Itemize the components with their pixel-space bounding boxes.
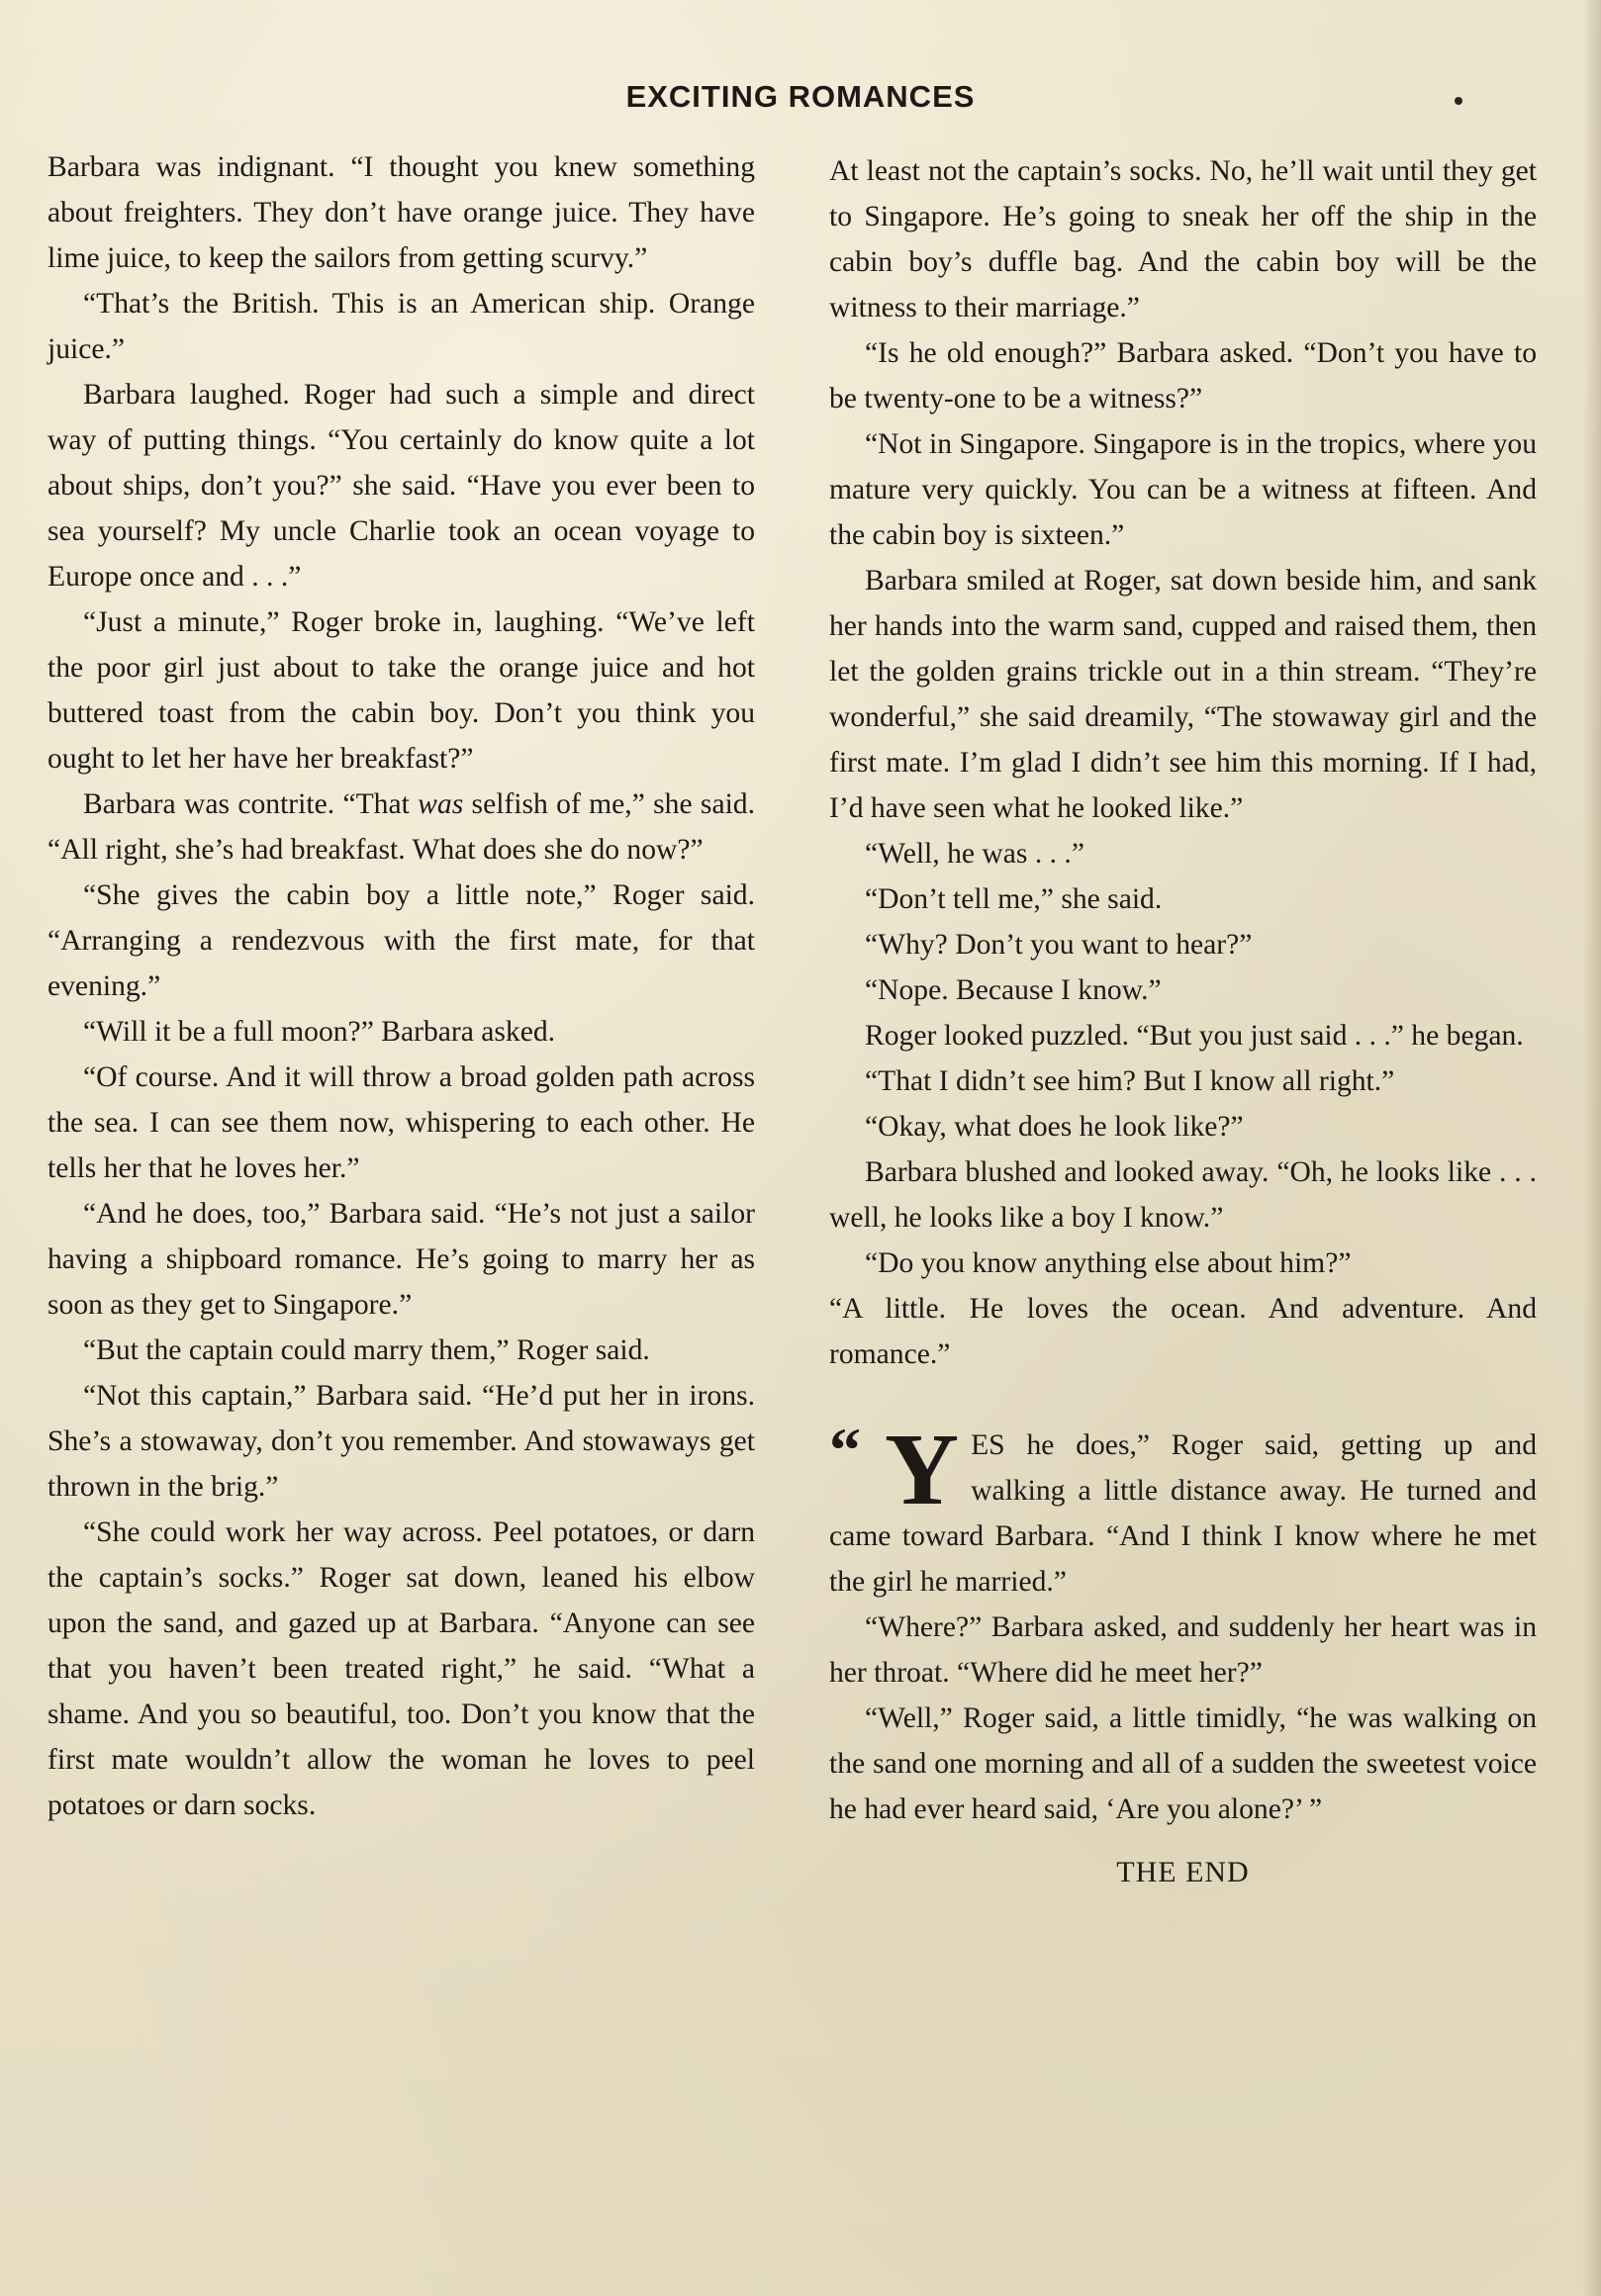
paragraph: Barbara smiled at Roger, sat down beside him, and sank her hands into the warm sand, cupped and raised them, then let the golden grains trickle out in a thin stream. “They’re wonderful,” she said dreamily, “The stowaway girl and the first mate. I’m glad I didn’t see him this morning. If I had, I’d have seen what he looked like.” [829, 565, 1537, 824]
paragraph: “That’s the British. This is an American ship. Orange juice.” [47, 288, 755, 365]
paragraph: Barbara blushed and looked away. “Oh, he looks like . . . well, he looks like a boy I know.” [829, 1156, 1537, 1234]
paragraph: “Okay, what does he look like?” [865, 1111, 1244, 1143]
paragraph-contrite [47, 781, 755, 872]
paragraph: “She could work her way across. Peel potatoes, or darn the captain’s socks.” Roger sat down, leaned his elbow upon the sand, and gazed up at Barbara. “Anyone can see that you haven’t been treated right,” he said. “What a shame. And you so beautiful, too. Don’t you know that the first mate wouldn’t allow the woman he loves to peel potatoes or darn socks. [47, 1516, 755, 1821]
the-end-label: THE END [1116, 1856, 1250, 1888]
paragraph: “Of course. And it will throw a broad golden path across the sea. I can see them now, whispering to each other. He tells her that he loves her.” [47, 1061, 755, 1184]
header-dot-ornament [1455, 97, 1462, 105]
paragraph: “Not in Singapore. Singapore is in the tropics, where you mature very quickly. You can be a witness at fifteen. And the cabin boy is sixteen.” [829, 428, 1537, 551]
paragraph: At least not the captain’s socks. No, he’ll wait until they get to Singapore. He’s going to sneak her off the ship in the cabin boy’s duffle bag. And the cabin boy will be the witness to their marriage.” [829, 155, 1537, 323]
paragraph: Roger looked puzzled. “But you just said . . .” he began. [865, 1020, 1524, 1052]
left-text-column [47, 144, 755, 1828]
paragraph: Barbara was indignant. “I thought you knew something about freighters. They don’t have orange juice. They have lime juice, to keep the sailors from getting scurvy.” [47, 151, 755, 274]
paragraph: “Is he old enough?” Barbara asked. “Don’t you have to be twenty-one to be a witness?” [829, 337, 1537, 414]
paragraph-text: ES he does,” Roger said, getting up and walking a little distance away. He turned and came toward Barbara. “And I think I know where he met the girl he married.” [829, 1429, 1537, 1598]
paragraph: “Why? Don’t you want to hear?” [865, 929, 1253, 961]
paragraph-text: selfish of me,” she said. “All right, she’s had breakfast. What does she do now?” [47, 788, 755, 866]
paragraph: “That I didn’t see him? But I know all right.” [865, 1065, 1395, 1097]
paragraph: “Nope. Because I know.” [865, 974, 1162, 1006]
paragraph: “Don’t tell me,” she said. [865, 883, 1163, 915]
paragraph: “Do you know anything else about him?” [865, 1247, 1352, 1279]
paragraph: “She gives the cabin boy a little note,” Roger said. “Arranging a rendezvous with the first mate, for that evening.” [47, 879, 755, 1002]
paragraph: “But the captain could marry them,” Roger said. [83, 1334, 650, 1366]
dropcap-letter: Y [885, 1413, 960, 1526]
right-text-column [829, 148, 1537, 1895]
page-edge-shadow [1583, 0, 1601, 2296]
paragraph: “Not this captain,” Barbara said. “He’d put her in irons. She’s a stowaway, don’t you remember. And stowaways get thrown in the brig.” [47, 1380, 755, 1503]
paragraph: “Will it be a full moon?” Barbara asked. [83, 1016, 556, 1048]
paragraph: Barbara laughed. Roger had such a simple and direct way of putting things. “You certainly do know quite a lot about ships, don’t you?” she said. “Have you ever been to sea yourself? My uncle Charlie took an ocean voyage to Europe once and . . .” [47, 379, 755, 593]
page-header-title: EXCITING ROMANCES [625, 79, 976, 114]
paragraph: “And he does, too,” Barbara said. “He’s not just a sailor having a shipboard romance. He’s going to marry her as soon as they get to Singapore.” [47, 1198, 755, 1321]
dropcap-quote-mark: “ [829, 1415, 861, 1485]
emphasis-text: was [418, 788, 464, 820]
dropcap-paragraph [829, 1413, 1537, 1605]
paragraph-text: Barbara was contrite. “That [83, 788, 419, 820]
paragraph: “Where?” Barbara asked, and suddenly her heart was in her throat. “Where did he meet her?” [829, 1611, 1537, 1689]
paragraph: “Well, he was . . .” [865, 838, 1084, 870]
paragraph: “Well,” Roger said, a little timidly, “he was walking on the sand one morning and all of a sudden the sweetest voice he had ever heard said, ‘Are you alone?’ ” [829, 1702, 1537, 1825]
paragraph: “Just a minute,” Roger broke in, laughing. “We’ve left the poor girl just about to take the orange juice and hot buttered toast from the cabin boy. Don’t you think you ought to let her have her breakfast?” [47, 606, 755, 775]
paragraph: “A little. He loves the ocean. And adventure. And romance.” [829, 1293, 1537, 1370]
